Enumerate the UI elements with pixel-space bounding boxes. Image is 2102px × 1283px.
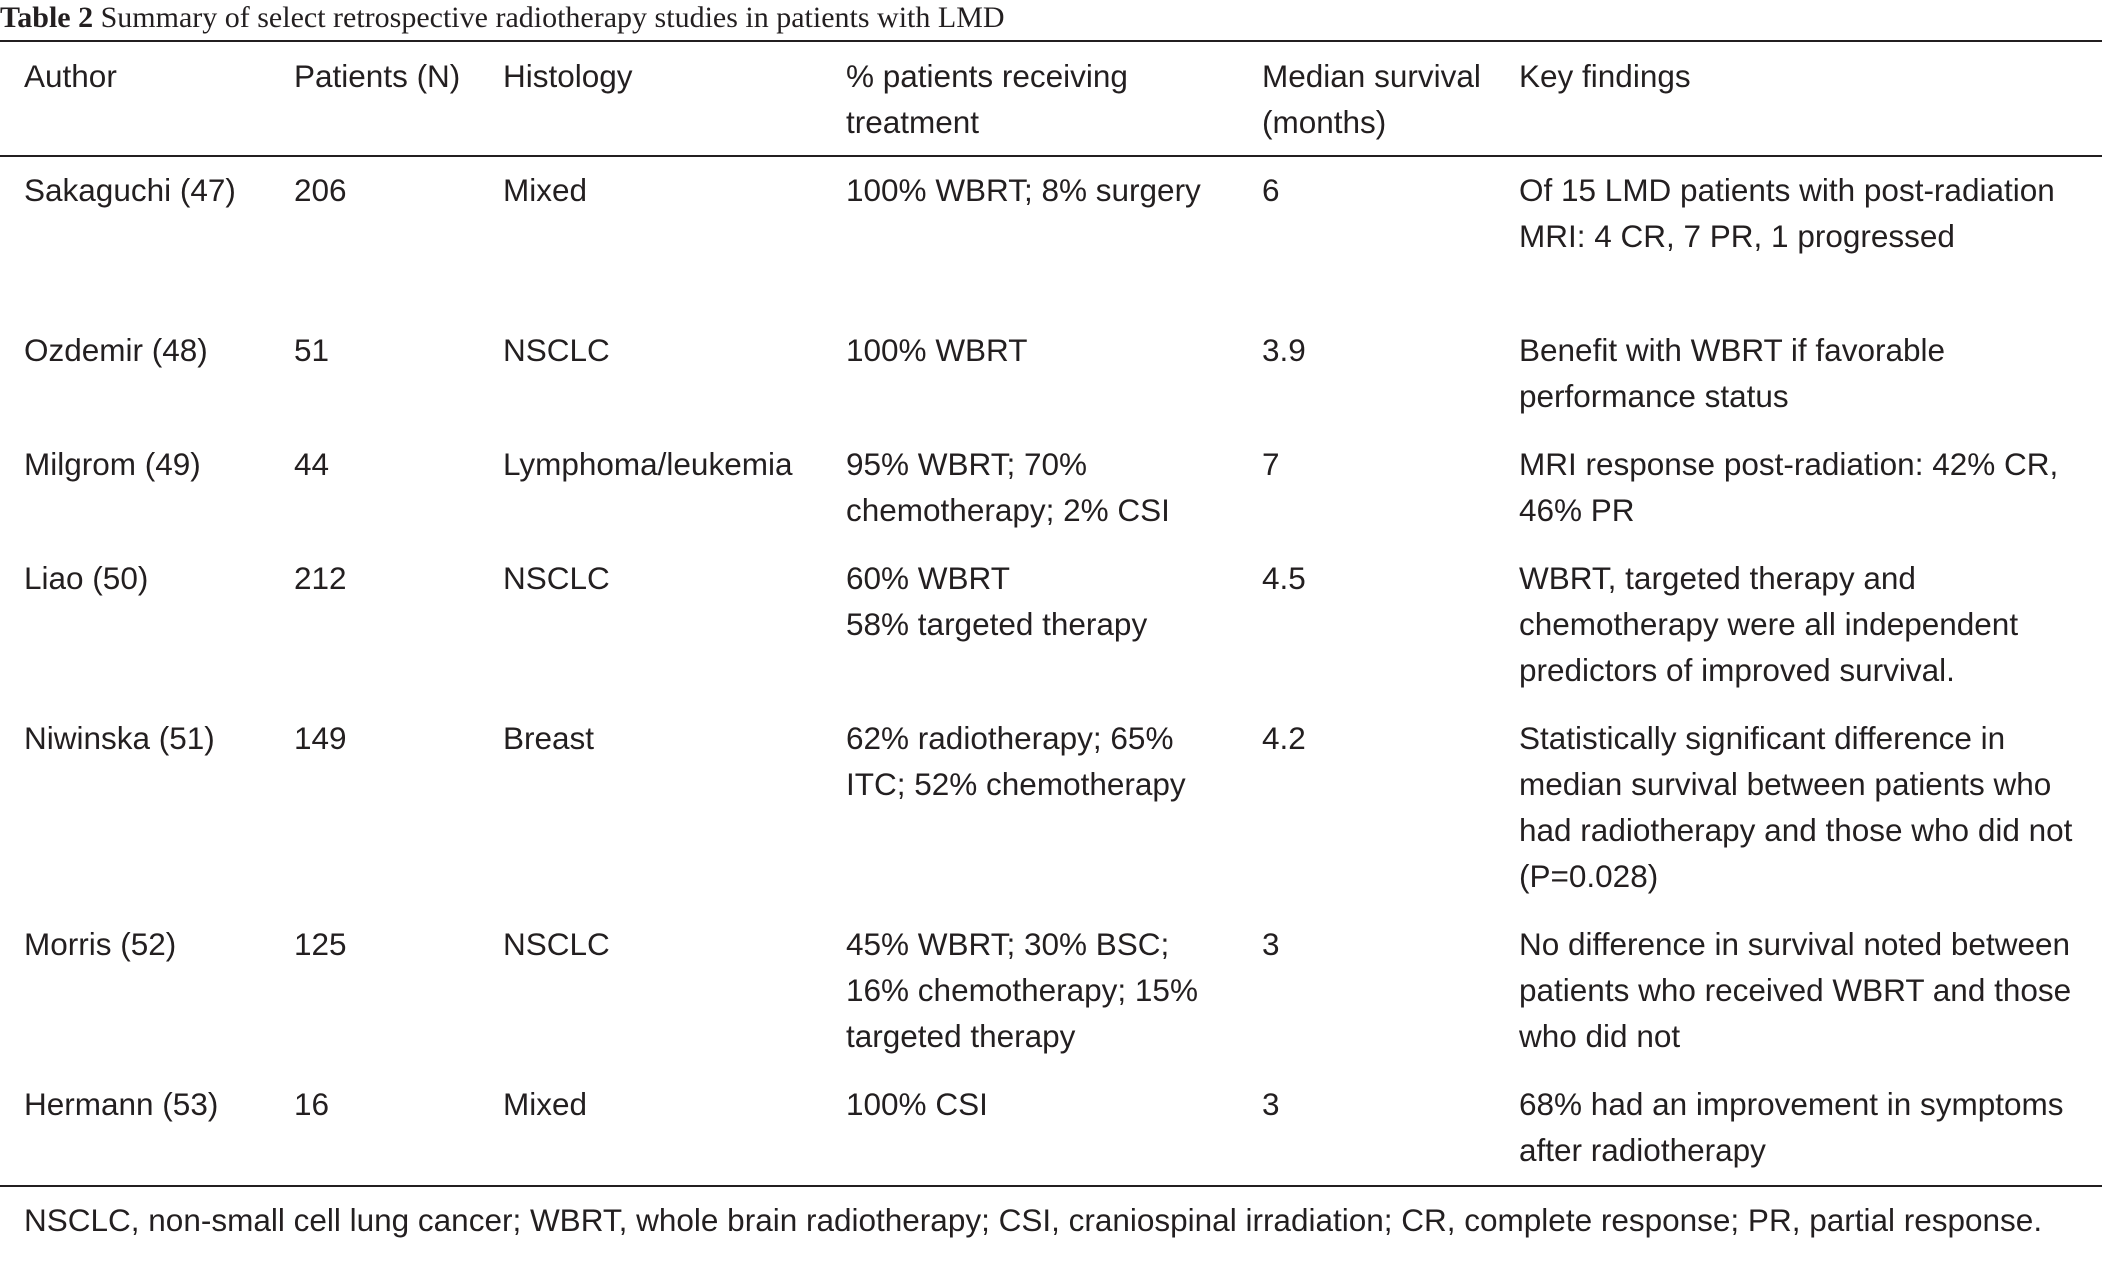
cell-key-findings: WBRT, targeted therapy and chemotherapy were all independent predictors of improved survival.: [1519, 560, 2019, 688]
cell-author: Milgrom (49): [24, 446, 201, 482]
cell-histology: Lymphoma/leukemia: [503, 446, 793, 482]
cell-patients: 149: [294, 720, 347, 756]
cell-treatment: 100% WBRT; 8% surgery: [846, 172, 1201, 208]
cell-median-survival: 3: [1262, 1086, 1280, 1122]
cell-patients: 44: [294, 446, 330, 482]
cell-histology: NSCLC: [503, 332, 610, 368]
table-row: [0, 315, 2102, 429]
cell-patients: 212: [294, 560, 347, 596]
table-row: [0, 909, 2102, 1069]
table-row: [0, 543, 2102, 703]
cell-key-findings: Of 15 LMD patients with post-radiation MRI: 4 CR, 7 PR, 1 progressed: [1519, 172, 2055, 254]
cell-histology: Mixed: [503, 1086, 588, 1122]
cell-median-survival: 4.2: [1262, 720, 1306, 756]
cell-author: Niwinska (51): [24, 720, 215, 756]
studies-table: [0, 42, 2102, 1183]
table-row: [0, 155, 2102, 315]
cell-treatment: 60% WBRT 58% targeted therapy: [846, 560, 1148, 642]
cell-author: Morris (52): [24, 926, 177, 962]
cell-median-survival: 3.9: [1262, 332, 1306, 368]
cell-patients: 16: [294, 1086, 330, 1122]
cell-key-findings: 68% had an improvement in symptoms after radiotherapy: [1519, 1086, 2064, 1168]
cell-author: Ozdemir (48): [24, 332, 208, 368]
table-caption-text: Summary of select retrospective radiotherapy studies in patients with LMD: [100, 1, 1005, 34]
cell-median-survival: 6: [1262, 172, 1280, 208]
cell-histology: Breast: [503, 720, 595, 756]
cell-key-findings: MRI response post-radiation: 42% CR, 46% PR: [1519, 446, 2059, 528]
cell-key-findings: Statistically significant difference in median survival between patients who had radiotherapy and those who did not (P=0.028): [1519, 720, 2073, 894]
cell-treatment: 45% WBRT; 30% BSC; 16% chemotherapy; 15% targeted therapy: [846, 926, 1198, 1054]
cell-patients: 206: [294, 172, 347, 208]
cell-patients: 125: [294, 926, 347, 962]
cell-histology: Mixed: [503, 172, 588, 208]
cell-patients: 51: [294, 332, 330, 368]
cell-treatment: 100% WBRT: [846, 332, 1028, 368]
table-row: [0, 703, 2102, 909]
table-header-row: [0, 42, 2102, 155]
header-treatment: % patients receiving treatment: [846, 58, 1128, 140]
cell-author: Sakaguchi (47): [24, 172, 236, 208]
cell-key-findings: No difference in survival noted between patients who received WBRT and those who did not: [1519, 926, 2072, 1054]
cell-treatment: 95% WBRT; 70% chemotherapy; 2% CSI: [846, 446, 1170, 528]
header-patients: Patients (N): [294, 58, 461, 94]
cell-treatment: 100% CSI: [846, 1086, 988, 1122]
cell-median-survival: 3: [1262, 926, 1280, 962]
cell-author: Hermann (53): [24, 1086, 219, 1122]
cell-median-survival: 4.5: [1262, 560, 1306, 596]
table-caption: [0, 0, 1005, 36]
header-author: Author: [24, 58, 117, 94]
cell-key-findings: Benefit with WBRT if favorable performance status: [1519, 332, 1946, 414]
header-key-findings: Key findings: [1519, 58, 1691, 94]
table-row: [0, 429, 2102, 543]
cell-author: Liao (50): [24, 560, 149, 596]
cell-treatment: 62% radiotherapy; 65% ITC; 52% chemotherapy: [846, 720, 1186, 802]
cell-histology: NSCLC: [503, 926, 610, 962]
table-row: [0, 1069, 2102, 1183]
table-bottom-rule: [0, 1185, 2102, 1187]
table-caption-label: Table 2: [0, 1, 94, 34]
header-median-survival: Median survival (months): [1262, 58, 1481, 140]
header-histology: Histology: [503, 58, 633, 94]
cell-median-survival: 7: [1262, 446, 1280, 482]
cell-histology: NSCLC: [503, 560, 610, 596]
table-footnote: NSCLC, non-small cell lung cancer; WBRT, whole brain radiotherapy; CSI, craniospinal irradiation; CR, complete response; PR, partial response.: [24, 1202, 2043, 1238]
